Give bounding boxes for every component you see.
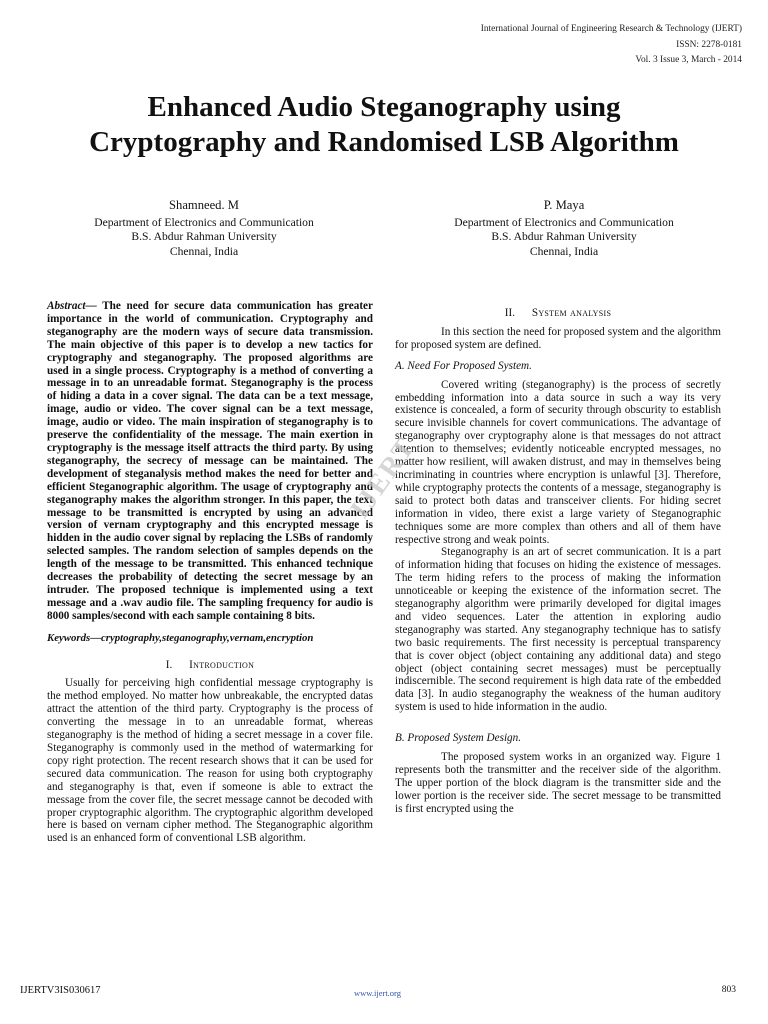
footer-website-link[interactable]: www.ijert.org [354, 988, 401, 998]
abstract-text: — The need for secure data communication has greater importance in the world of communication. Cryptography and steganography are the modern ways of secure data transmission. The main objective of this paper is to develop a new tactics for cryptography and steganography. The proposed algorithms are used in a single process. Cryptography is a method of converting a message in to an unreadable format. Steganography is the process of hiding a data in a cover signal. The data can be a text message, image, audio or video. The cover signal can be a text message, image, audio or video. The main inspiration of steganography is to preserve the confidentiality of the message. The main exertion in cryptography is the message itself attracts the third party. By using steganography, the secrecy of message can be maintained. The development of steganalysis method makes the need for better and efficient Steganographic algorithm. The usage of cryptography and steganography makes the algorithm stronger. In this paper, the text message to be transmitted is encrypted by using an advanced version of vernam cryptography and this encrypted message is hidden in the audio cover signal by replacing the LSBs of randomly selected samples. The random selection of samples depends on the length of the message to be transmitted. This enhanced technique decreases the probability of detecting the secret message by an intruder. The proposed technique is implemented using a text message and a .wav audio file. The sampling frequency for audio is 8000 samples/second with each sample containing 8 bits. [47, 300, 373, 622]
journal-volume: Vol. 3 Issue 3, March - 2014 [635, 55, 742, 65]
abstract-label: Abstract [47, 300, 86, 312]
author-name: Shamneed. M [169, 198, 239, 212]
author-department: Department of Electronics and Communication [94, 215, 314, 229]
left-column [47, 300, 373, 845]
footer-page-number: 803 [721, 985, 736, 995]
keywords: Keywords—cryptography,steganography,vernam,encryption [47, 631, 314, 644]
author-city: Chennai, India [529, 244, 599, 258]
author-name: P. Maya [543, 198, 585, 212]
section-heading-system-analysis [395, 307, 721, 320]
right-column [395, 300, 721, 816]
title-line-1: Enhanced Audio Steganography using [147, 91, 621, 123]
section-numeral: I. [165, 658, 173, 671]
author-university: B.S. Abdur Rahman University [131, 230, 277, 243]
system-intro-paragraph: In this section the need for proposed system and the algorithm for proposed system are defined. [395, 325, 721, 351]
author-block-1 [34, 198, 374, 259]
author-department: Department of Electronics and Communication [454, 215, 674, 229]
section-numeral: II. [504, 307, 516, 319]
paragraph-need-1: Covered writing (steganography) is the process of secretly embedding information into a data source in such a way its very existence is concealed, a form of security through obscurity to establish secure invisible channels for covert communications. The advantage of steganography over cryptography alone is that messages do not attract attention to themselves; evidently noticeable encrypted messages, no matter how resilient, will awaken distrust, and may in themselves being incriminating in countries where encryption is unlawful [3]. Therefore, while cryptography protects the contents of a message, steganography is said to protect both datas and transceiver clients. For hiding secret information in video, there exist a large variety of Steganographic techniques some are more complex than others and all of them have respective strong and weak points. [395, 378, 721, 546]
author-university: B.S. Abdur Rahman University [491, 230, 637, 243]
watermark: IJERT [344, 431, 423, 525]
section-heading-introduction [47, 659, 373, 672]
section-title: System analysis [531, 307, 612, 319]
paper-title [40, 90, 728, 160]
footer-paper-id: IJERTV3IS030617 [20, 985, 101, 996]
paragraph-need-2: Steganography is an art of secret communication. It is a part of information hiding that focuses on hiding the existence of messages. The term hiding refers to the process of making the information unnoticeable or keeping the existence of the information secret. The steganography algorithm were primarily developed for digital images and video sequences. Later the attention in exploring audio steganography was started. Any steganography technique has to satisfy two basic requirements. The first necessity is perceptual transparency that is cover object (object containing any additional data) and stego object (object containing secret messages) must be perceptually indiscernible. The second requirement is high data rate of the embedded data [3]. In audio steganography the weakness of the human auditory system is used to hide information in the audio. [395, 546, 721, 714]
author-city: Chennai, India [169, 244, 239, 258]
paragraph-design-1: The proposed system works in an organized way. Figure 1 represents both the transmitter and the receiver side of the algorithm. The upper portion of the block diagram is the transmitter side and the lower portion is the receiver side. The secret message to be transmitted is first encrypted using the [395, 751, 721, 815]
section-title: Introduction [189, 658, 255, 671]
introduction-paragraph: Usually for perceiving high confidential message cryptography is the method employed. No matter how unbreakable, the encrypted datas attract the attention of the third party. Cryptography is the process of converting the message in to an unreadable format, whereas steganography is the method of hiding a secret message in a cover file. Steganography is commonly used in the method of watermarking for copy right protection. The recent research shows that it can be used for secured data communication. The reason for using both cryptography and steganography is that, even if someone is able to extract the message from the cover file, the secret message cannot be decoded with proper cryptographic algorithm. The cryptographic algorithm developed here is based on vernam cipher method. The Steganographic algorithm used is an enhanced form of conventional LSB algorithm. [47, 677, 373, 845]
subsection-heading-a: A. Need For Proposed System. [395, 359, 532, 372]
journal-name: International Journal of Engineering Research & Technology (IJERT) [480, 24, 742, 34]
abstract [47, 300, 373, 623]
subsection-heading-b: B. Proposed System Design. [395, 732, 522, 745]
journal-header [481, 22, 742, 69]
author-block-2 [394, 198, 734, 259]
journal-issn: ISSN: 2278-0181 [676, 39, 742, 50]
title-line-2: Cryptography and Randomised LSB Algorithm [89, 126, 679, 158]
